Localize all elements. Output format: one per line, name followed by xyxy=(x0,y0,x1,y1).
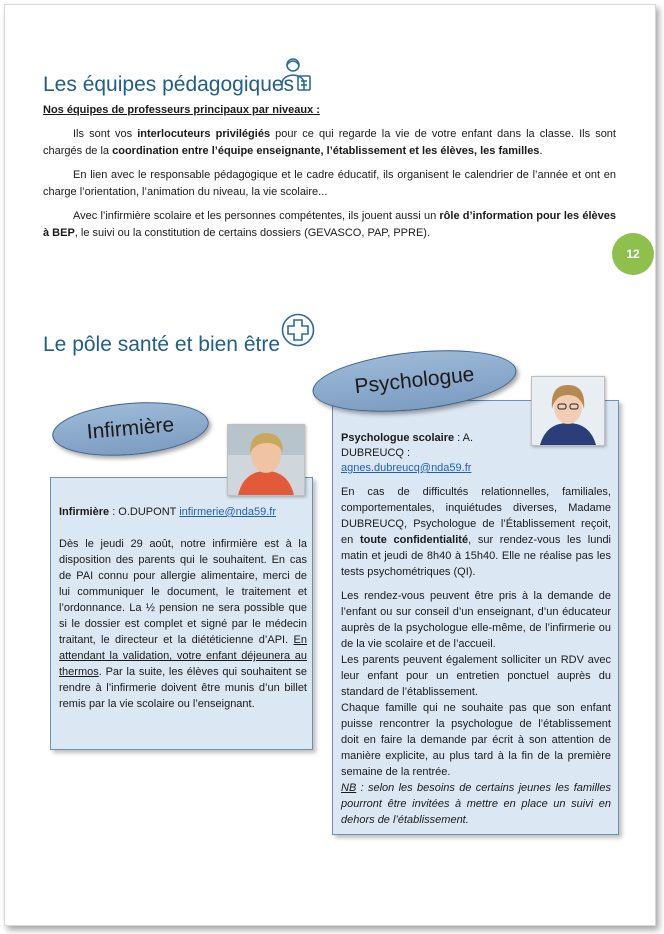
paragraph-information: Avec l’infirmière scolaire et les personnes compétentes, ils jouent aussi un rôle d’information pour les élèves à BEP, le suivi ou la constitution de certains dossiers (GEVASCO, PAP, PPRE). xyxy=(43,210,617,239)
psychologue-paragraph-4: Chaque famille qui ne souhaite pas que son enfant puisse rencontrer la psychologue de l’établissement doit en faire la demande par écrit à son attention de manière explicite, au plus tard à la fin de la première semaine de la rentrée. xyxy=(341,702,611,778)
paragraph-interlocuteurs: Ils sont vos interlocuteurs privilégiés pour ce qui regarde la vie de votre enfant dans la classe. Ils sont chargés de la coordination entre l’équipe enseignante, l’établissement et les élèves, les familles. xyxy=(43,128,616,157)
psychologue-badge: Psychologue xyxy=(310,341,520,420)
teacher-icon xyxy=(279,56,313,92)
infirmiere-box xyxy=(50,477,313,750)
section-title-equipes: Les équipes pédagogiques xyxy=(43,73,295,96)
psychologue-paragraph-3: Les parents peuvent également solliciter un RDV avec leur enfant pour un entretien ponctuel auprès du standard de l’établissement. xyxy=(341,654,611,698)
page-number-badge: 12 xyxy=(612,233,654,275)
infirmiere-contact: Infirmière : O.DUPONT infirmerie@nda59.fr xyxy=(59,506,276,518)
infirmiere-badge: Infirmière xyxy=(50,396,211,461)
psychologue-text xyxy=(341,484,611,828)
infirmiere-text: Dès le jeudi 29 août, notre infirmière est à la disposition des parents qui le souhaitent. En cas de PAI connu pour allergie alimentaire, merci de lui communiquer le document, le traitement et l’ordonnance. La ½ pension ne sera possible que si le dossier est complet et signé par le médecin traitant, le directeur et la diététicienne d’API. En attendant la validation, votre enfant déjeunera au thermos. Par la suite, les élèves qui souhaitent se rendre à l’infirmerie doivent être munis d’un billet remis par la vie scolaire ou l’enseignant. xyxy=(59,538,307,710)
psychologue-photo xyxy=(531,376,605,446)
psychologue-contact: Psychologue scolaire : A. DUBREUCQ : agnes.dubreucq@nda59.fr xyxy=(341,432,474,474)
section-title-sante: Le pôle santé et bien être xyxy=(43,333,281,356)
infirmiere-photo xyxy=(227,424,305,496)
psychologue-paragraph-2: Les rendez-vous peuvent être pris à la demande de l’enfant ou sur conseil d’un enseignant, d’un éducateur auprès de la psychologue elle-même, de l’infirmerie ou de la vie scolaire et de l’accueil. xyxy=(341,590,611,650)
psychologue-nb: NB : selon les besoins de certains jeunes les familles pourront être invitées à mettre en place un suivi en dehors de l’établissement. xyxy=(341,782,611,826)
psychologue-email-link[interactable]: agnes.dubreucq@nda59.fr xyxy=(341,462,472,474)
paragraph-calendrier: En lien avec le responsable pédagogique et le cadre éducatif, ils organisent le calendrier de l’année et ont en charge l’orientation, l’animation du niveau, la vie scolaire... xyxy=(43,169,616,198)
medical-cross-icon xyxy=(281,313,315,347)
psychologue-paragraph-1: En cas de difficultés relationnelles, familiales, comportementales, inquiétudes diverses, Madame DUBREUCQ, Psychologue de l’Établissement reçoit, en toute confidentialité, sur rendez-vous les lundi matin et jeudi de 8h40 à 15h40. Elle ne réalise pas les tests psychométriques (QI). xyxy=(341,486,612,578)
infirmiere-email-link[interactable]: infirmerie@nda59.fr xyxy=(179,506,276,518)
psychologue-box xyxy=(332,400,619,835)
section-subtitle: Nos équipes de professeurs principaux par niveaux : xyxy=(43,104,320,116)
